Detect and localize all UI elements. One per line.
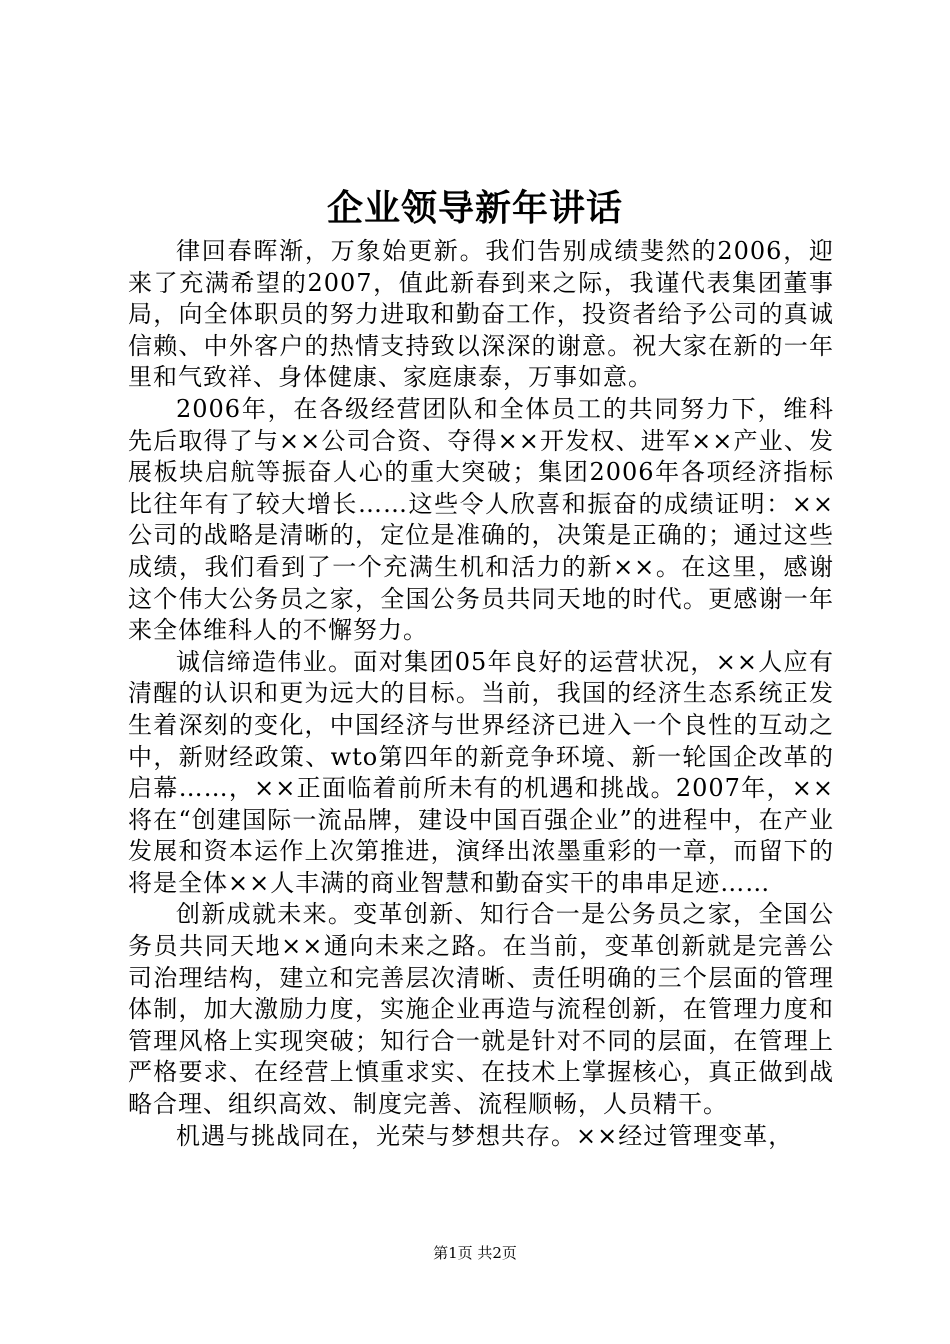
paragraph-1: 律回春晖渐，万象始更新。我们告别成绩斐然的2006，迎来了充满希望的2007，值此新春到来之际，我谨代表集团董事局，向全体职员的努力进取和勤奋工作，投资者给予公司的真诚信赖、中外客户的热情支持致以深深的谢意。祝大家在新的一年里和气致祥、身体健康、家庭康泰，万事如意。: [128, 237, 834, 392]
paragraph-2: 2006年，在各级经营团队和全体员工的共同努力下，维科先后取得了与××公司合资、夺得××开发权、进军××产业、发展板块启航等振奋人心的重大突破；集团2006年各项经济指标比往年有了较大增长……这些令人欣喜和振奋的成绩证明：××公司的战略是清晰的，定位是准确的，决策是正确的；通过这些成绩，我们看到了一个充满生机和活力的新××。在这里，感谢这个伟大公务员之家，全国公务员共同天地的时代。更感谢一年来全体维科人的不懈努力。: [128, 394, 834, 645]
paragraph-5: 机遇与挑战同在，光荣与梦想共存。××经过管理变革，: [176, 1121, 794, 1150]
page-footer: 第1页 共2页: [433, 1244, 517, 1262]
paragraph-3: 诚信缔造伟业。面对集团05年良好的运营状况，××人应有清醒的认识和更为远大的目标。当前，我国的经济生态系统正发生着深刻的变化，中国经济与世界经济已进入一个良性的互动之中，新财经政策、wto第四年的新竞争环境、新一轮国企改革的启幕……，××正面临着前所未有的机遇和挑战。2007年，××将在“创建国际一流品牌，建设中国百强企业”的进程中，在产业发展和资本运作上次第推进，演绎出浓墨重彩的一章，而留下的将是全体××人丰满的商业智慧和勤奋实干的串串足迹……: [128, 647, 834, 897]
document-body: [128, 236, 834, 1152]
paragraph-4: 创新成就未来。变革创新、知行合一是公务员之家，全国公务员共同天地××通向未来之路。在当前，变革创新就是完善公司治理结构，建立和完善层次清晰、责任明确的三个层面的管理体制，加大激励力度，实施企业再造与流程创新，在管理力度和管理风格上实现突破；知行合一就是针对不同的层面，在管理上严格要求、在经营上慎重求实、在技术上掌握核心，真正做到战略合理、组织高效、制度完善、流程顺畅，人员精干。: [128, 900, 834, 1119]
document-title: 企业领导新年讲话: [326, 187, 623, 229]
